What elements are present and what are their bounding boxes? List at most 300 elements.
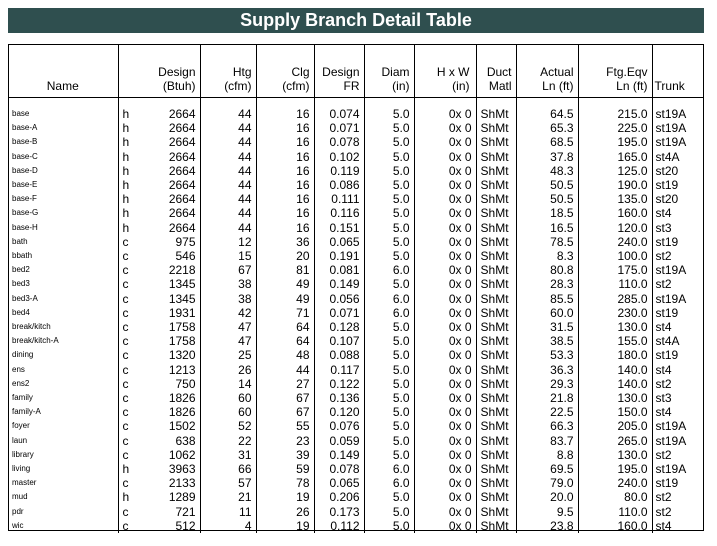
cell-hc: c bbox=[118, 419, 140, 433]
cell-actual: 65.3 bbox=[516, 121, 578, 135]
cell-name: base-B bbox=[12, 137, 38, 147]
cell-diam: 5.0 bbox=[364, 178, 414, 192]
cell-design: 638 bbox=[175, 433, 196, 448]
cell-ftg: 160.0 bbox=[578, 519, 652, 533]
cell-ftg: 125.0 bbox=[578, 164, 652, 178]
cell-ftg: 215.0 bbox=[578, 107, 652, 121]
cell-htg: 44 bbox=[200, 107, 256, 121]
cell-duct: ShMt bbox=[476, 405, 516, 419]
cell-actual: 50.5 bbox=[516, 192, 578, 206]
cell-duct: ShMt bbox=[476, 476, 516, 490]
cell-clg: 19 bbox=[256, 519, 314, 533]
cell-trunk: st4 bbox=[652, 405, 704, 419]
cell-clg: 20 bbox=[256, 249, 314, 263]
cell-trunk: st19A bbox=[652, 419, 704, 433]
cell-clg: 81 bbox=[256, 263, 314, 277]
cell-fr: 0.056 bbox=[314, 292, 364, 306]
cell-duct: ShMt bbox=[476, 448, 516, 462]
cell-clg: 49 bbox=[256, 292, 314, 306]
cell-actual: 16.5 bbox=[516, 221, 578, 235]
cell-fr: 0.122 bbox=[314, 377, 364, 391]
cell-ftg: 135.0 bbox=[578, 192, 652, 206]
cell-diam: 5.0 bbox=[364, 391, 414, 405]
cell-htg: 60 bbox=[200, 405, 256, 419]
col-header-actual: Actual Ln (ft) bbox=[516, 44, 578, 98]
cell-actual: 37.8 bbox=[516, 150, 578, 164]
cell-actual: 69.5 bbox=[516, 462, 578, 476]
cell-duct: ShMt bbox=[476, 164, 516, 178]
cell-name: ens2 bbox=[12, 378, 30, 388]
cell-fr: 0.206 bbox=[314, 490, 364, 504]
cell-trunk: st20 bbox=[652, 192, 704, 206]
cell-clg: 67 bbox=[256, 391, 314, 405]
cell-duct: ShMt bbox=[476, 235, 516, 249]
cell-hxw: 0x 0 bbox=[414, 150, 476, 164]
cell-name: family-A bbox=[12, 407, 41, 417]
col-header-htg: Htg (cfm) bbox=[200, 44, 256, 98]
cell-name: base-E bbox=[12, 180, 38, 190]
cell-hc: c bbox=[118, 249, 140, 263]
cell-htg: 12 bbox=[200, 235, 256, 249]
cell-clg: 16 bbox=[256, 206, 314, 220]
cell-diam: 6.0 bbox=[364, 263, 414, 277]
cell-trunk: st19A bbox=[652, 121, 704, 135]
cell-ftg: 265.0 bbox=[578, 434, 652, 448]
cell-name: base bbox=[12, 109, 30, 118]
cell-duct: ShMt bbox=[476, 150, 516, 164]
cell-hxw: 0x 0 bbox=[414, 178, 476, 192]
cell-hc: c bbox=[118, 363, 140, 377]
cell-duct: ShMt bbox=[476, 178, 516, 192]
cell-hxw: 0x 0 bbox=[414, 334, 476, 348]
cell-name: break/kitch-A bbox=[12, 336, 59, 346]
cell-hxw: 0x 0 bbox=[414, 263, 476, 277]
cell-clg: 23 bbox=[256, 434, 314, 448]
cell-design: 1826 bbox=[168, 391, 196, 406]
cell-hxw: 0x 0 bbox=[414, 363, 476, 377]
cell-clg: 59 bbox=[256, 462, 314, 476]
cell-name: bed4 bbox=[12, 307, 30, 317]
cell-htg: 31 bbox=[200, 448, 256, 462]
cell-diam: 5.0 bbox=[364, 363, 414, 377]
cell-htg: 44 bbox=[200, 164, 256, 178]
cell-fr: 0.065 bbox=[314, 476, 364, 490]
cell-hc: c bbox=[118, 519, 140, 533]
cell-duct: ShMt bbox=[476, 206, 516, 220]
cell-hxw: 0x 0 bbox=[414, 235, 476, 249]
cell-htg: 38 bbox=[200, 292, 256, 306]
cell-diam: 5.0 bbox=[364, 121, 414, 135]
cell-duct: ShMt bbox=[476, 348, 516, 362]
cell-ftg: 195.0 bbox=[578, 135, 652, 149]
cell-trunk: st19 bbox=[652, 476, 704, 490]
cell-htg: 14 bbox=[200, 377, 256, 391]
cell-duct: ShMt bbox=[476, 377, 516, 391]
cell-diam: 6.0 bbox=[364, 292, 414, 306]
cell-ftg: 240.0 bbox=[578, 235, 652, 249]
cell-trunk: st4 bbox=[652, 320, 704, 334]
cell-hc: c bbox=[118, 391, 140, 405]
cell-name: ens bbox=[12, 364, 25, 374]
cell-hc: c bbox=[118, 505, 140, 519]
cell-hxw: 0x 0 bbox=[414, 206, 476, 220]
cell-duct: ShMt bbox=[476, 135, 516, 149]
cell-diam: 5.0 bbox=[364, 135, 414, 149]
cell-actual: 64.5 bbox=[516, 107, 578, 121]
cell-ftg: 285.0 bbox=[578, 292, 652, 306]
cell-diam: 5.0 bbox=[364, 249, 414, 263]
cell-ftg: 120.0 bbox=[578, 221, 652, 235]
cell-trunk: st2 bbox=[652, 377, 704, 391]
cell-trunk: st2 bbox=[652, 277, 704, 291]
cell-clg: 16 bbox=[256, 150, 314, 164]
cell-hxw: 0x 0 bbox=[414, 448, 476, 462]
cell-htg: 42 bbox=[200, 306, 256, 320]
cell-htg: 44 bbox=[200, 150, 256, 164]
cell-diam: 5.0 bbox=[364, 377, 414, 391]
cell-diam: 5.0 bbox=[364, 206, 414, 220]
cell-actual: 83.7 bbox=[516, 434, 578, 448]
cell-hc: c bbox=[118, 348, 140, 362]
cell-htg: 44 bbox=[200, 206, 256, 220]
cell-trunk: st19A bbox=[652, 434, 704, 448]
cell-actual: 29.3 bbox=[516, 377, 578, 391]
cell-diam: 5.0 bbox=[364, 448, 414, 462]
cell-diam: 5.0 bbox=[364, 505, 414, 519]
cell-hc: c bbox=[118, 306, 140, 320]
cell-htg: 52 bbox=[200, 419, 256, 433]
cell-design: 2664 bbox=[168, 178, 196, 193]
cell-hxw: 0x 0 bbox=[414, 221, 476, 235]
cell-fr: 0.059 bbox=[314, 434, 364, 448]
cell-actual: 85.5 bbox=[516, 292, 578, 306]
cell-duct: ShMt bbox=[476, 419, 516, 433]
cell-duct: ShMt bbox=[476, 107, 516, 121]
cell-hxw: 0x 0 bbox=[414, 107, 476, 121]
cell-clg: 64 bbox=[256, 320, 314, 334]
cell-ftg: 180.0 bbox=[578, 348, 652, 362]
cell-hc: h bbox=[118, 107, 140, 121]
cell-fr: 0.081 bbox=[314, 263, 364, 277]
cell-fr: 0.074 bbox=[314, 107, 364, 121]
cell-clg: 16 bbox=[256, 121, 314, 135]
cell-name: bbath bbox=[12, 251, 33, 261]
cell-hxw: 0x 0 bbox=[414, 292, 476, 306]
cell-fr: 0.149 bbox=[314, 277, 364, 291]
cell-ftg: 175.0 bbox=[578, 263, 652, 277]
cell-htg: 57 bbox=[200, 476, 256, 490]
cell-name: laun bbox=[12, 435, 28, 445]
cell-actual: 36.3 bbox=[516, 363, 578, 377]
cell-fr: 0.071 bbox=[314, 121, 364, 135]
cell-name: bed2 bbox=[12, 265, 30, 275]
cell-ftg: 130.0 bbox=[578, 391, 652, 405]
cell-actual: 80.8 bbox=[516, 263, 578, 277]
cell-design: 1345 bbox=[168, 277, 196, 292]
cell-fr: 0.107 bbox=[314, 334, 364, 348]
cell-actual: 20.0 bbox=[516, 490, 578, 504]
cell-design: 975 bbox=[175, 234, 196, 249]
cell-design: 1213 bbox=[168, 362, 196, 377]
cell-hxw: 0x 0 bbox=[414, 135, 476, 149]
cell-actual: 22.5 bbox=[516, 405, 578, 419]
cell-trunk: st19 bbox=[652, 306, 704, 320]
cell-hxw: 0x 0 bbox=[414, 164, 476, 178]
cell-hc: h bbox=[118, 490, 140, 504]
cell-design: 1345 bbox=[168, 291, 196, 306]
cell-clg: 16 bbox=[256, 178, 314, 192]
cell-clg: 48 bbox=[256, 348, 314, 362]
cell-design: 512 bbox=[175, 518, 196, 533]
cell-clg: 16 bbox=[256, 164, 314, 178]
cell-design: 1289 bbox=[168, 490, 196, 505]
cell-actual: 48.3 bbox=[516, 164, 578, 178]
cell-htg: 26 bbox=[200, 363, 256, 377]
cell-diam: 5.0 bbox=[364, 277, 414, 291]
cell-duct: ShMt bbox=[476, 292, 516, 306]
cell-actual: 68.5 bbox=[516, 135, 578, 149]
cell-name: bed3 bbox=[12, 279, 30, 289]
cell-ftg: 80.0 bbox=[578, 490, 652, 504]
cell-fr: 0.071 bbox=[314, 306, 364, 320]
cell-htg: 44 bbox=[200, 121, 256, 135]
cell-hc: c bbox=[118, 235, 140, 249]
cell-actual: 8.3 bbox=[516, 249, 578, 263]
cell-clg: 71 bbox=[256, 306, 314, 320]
cell-htg: 47 bbox=[200, 320, 256, 334]
cell-fr: 0.119 bbox=[314, 164, 364, 178]
cell-ftg: 195.0 bbox=[578, 462, 652, 476]
cell-diam: 6.0 bbox=[364, 476, 414, 490]
cell-name: living bbox=[12, 464, 31, 474]
cell-hc: h bbox=[118, 192, 140, 206]
cell-clg: 78 bbox=[256, 476, 314, 490]
cell-hc: c bbox=[118, 377, 140, 391]
cell-name: base-A bbox=[12, 123, 38, 133]
cell-diam: 6.0 bbox=[364, 306, 414, 320]
cell-design: 2664 bbox=[168, 192, 196, 207]
cell-ftg: 190.0 bbox=[578, 178, 652, 192]
cell-design: 546 bbox=[175, 249, 196, 264]
cell-duct: ShMt bbox=[476, 320, 516, 334]
cell-ftg: 140.0 bbox=[578, 377, 652, 391]
cell-diam: 5.0 bbox=[364, 192, 414, 206]
cell-htg: 21 bbox=[200, 490, 256, 504]
cell-ftg: 165.0 bbox=[578, 150, 652, 164]
cell-design: 1931 bbox=[168, 305, 196, 320]
col-header-ftg: Ftg.Eqv Ln (ft) bbox=[578, 44, 652, 98]
cell-hxw: 0x 0 bbox=[414, 405, 476, 419]
cell-hc: c bbox=[118, 434, 140, 448]
cell-hc: c bbox=[118, 334, 140, 348]
cell-clg: 16 bbox=[256, 221, 314, 235]
cell-trunk: st4A bbox=[652, 150, 704, 164]
cell-hxw: 0x 0 bbox=[414, 519, 476, 533]
cell-actual: 38.5 bbox=[516, 334, 578, 348]
cell-hxw: 0x 0 bbox=[414, 306, 476, 320]
cell-design: 1758 bbox=[168, 334, 196, 349]
col-header-fr: Design FR bbox=[314, 44, 364, 98]
cell-fr: 0.191 bbox=[314, 249, 364, 263]
cell-name: mud bbox=[12, 492, 28, 502]
cell-diam: 5.0 bbox=[364, 490, 414, 504]
cell-htg: 4 bbox=[200, 519, 256, 533]
cell-diam: 5.0 bbox=[364, 107, 414, 121]
cell-trunk: st4 bbox=[652, 206, 704, 220]
cell-hxw: 0x 0 bbox=[414, 377, 476, 391]
cell-htg: 66 bbox=[200, 462, 256, 476]
cell-hxw: 0x 0 bbox=[414, 476, 476, 490]
cell-htg: 22 bbox=[200, 434, 256, 448]
cell-diam: 6.0 bbox=[364, 462, 414, 476]
cell-htg: 44 bbox=[200, 192, 256, 206]
cell-fr: 0.088 bbox=[314, 348, 364, 362]
cell-trunk: st4 bbox=[652, 363, 704, 377]
cell-diam: 5.0 bbox=[364, 150, 414, 164]
cell-hxw: 0x 0 bbox=[414, 192, 476, 206]
cell-hxw: 0x 0 bbox=[414, 462, 476, 476]
cell-clg: 26 bbox=[256, 505, 314, 519]
cell-hxw: 0x 0 bbox=[414, 277, 476, 291]
cell-diam: 5.0 bbox=[364, 164, 414, 178]
cell-clg: 64 bbox=[256, 334, 314, 348]
cell-clg: 49 bbox=[256, 277, 314, 291]
cell-trunk: st19 bbox=[652, 178, 704, 192]
table-frame bbox=[8, 44, 704, 531]
col-header-hxw: H x W (in) bbox=[414, 44, 476, 98]
cell-diam: 5.0 bbox=[364, 320, 414, 334]
cell-htg: 11 bbox=[200, 505, 256, 519]
cell-name: base-G bbox=[12, 208, 39, 218]
cell-name: bath bbox=[12, 236, 28, 246]
cell-ftg: 150.0 bbox=[578, 405, 652, 419]
cell-hxw: 0x 0 bbox=[414, 391, 476, 405]
cell-hc: h bbox=[118, 164, 140, 178]
cell-fr: 0.112 bbox=[314, 519, 364, 533]
cell-ftg: 130.0 bbox=[578, 320, 652, 334]
cell-hc: c bbox=[118, 320, 140, 334]
cell-fr: 0.078 bbox=[314, 462, 364, 476]
cell-design: 2664 bbox=[168, 149, 196, 164]
cell-actual: 60.0 bbox=[516, 306, 578, 320]
cell-hc: c bbox=[118, 405, 140, 419]
cell-fr: 0.136 bbox=[314, 391, 364, 405]
cell-fr: 0.076 bbox=[314, 419, 364, 433]
cell-diam: 5.0 bbox=[364, 334, 414, 348]
cell-name: base-C bbox=[12, 151, 38, 161]
cell-fr: 0.086 bbox=[314, 178, 364, 192]
page-title: Supply Branch Detail Table bbox=[8, 8, 704, 33]
cell-design: 2664 bbox=[168, 163, 196, 178]
cell-htg: 25 bbox=[200, 348, 256, 362]
cell-clg: 16 bbox=[256, 135, 314, 149]
cell-diam: 5.0 bbox=[364, 348, 414, 362]
cell-ftg: 205.0 bbox=[578, 419, 652, 433]
cell-name: base-D bbox=[12, 165, 38, 175]
cell-htg: 38 bbox=[200, 277, 256, 291]
cell-actual: 78.5 bbox=[516, 235, 578, 249]
cell-hc: c bbox=[118, 263, 140, 277]
cell-actual: 50.5 bbox=[516, 178, 578, 192]
cell-actual: 66.3 bbox=[516, 419, 578, 433]
cell-design: 2664 bbox=[168, 220, 196, 235]
cell-hc: h bbox=[118, 135, 140, 149]
cell-hc: h bbox=[118, 150, 140, 164]
cell-duct: ShMt bbox=[476, 277, 516, 291]
cell-actual: 21.8 bbox=[516, 391, 578, 405]
cell-design: 2218 bbox=[168, 263, 196, 278]
cell-hc: h bbox=[118, 206, 140, 220]
cell-ftg: 225.0 bbox=[578, 121, 652, 135]
cell-design: 2664 bbox=[168, 135, 196, 150]
cell-diam: 5.0 bbox=[364, 519, 414, 533]
cell-trunk: st4 bbox=[652, 519, 704, 533]
cell-actual: 79.0 bbox=[516, 476, 578, 490]
cell-ftg: 130.0 bbox=[578, 448, 652, 462]
cell-design: 2133 bbox=[168, 476, 196, 491]
cell-actual: 9.5 bbox=[516, 505, 578, 519]
cell-duct: ShMt bbox=[476, 391, 516, 405]
cell-htg: 15 bbox=[200, 249, 256, 263]
cell-duct: ShMt bbox=[476, 334, 516, 348]
cell-duct: ShMt bbox=[476, 306, 516, 320]
cell-htg: 44 bbox=[200, 221, 256, 235]
cell-clg: 16 bbox=[256, 107, 314, 121]
cell-duct: ShMt bbox=[476, 505, 516, 519]
cell-hc: c bbox=[118, 292, 140, 306]
cell-htg: 67 bbox=[200, 263, 256, 277]
cell-diam: 5.0 bbox=[364, 405, 414, 419]
cell-hc: h bbox=[118, 178, 140, 192]
cell-design: 2664 bbox=[168, 107, 196, 121]
cell-duct: ShMt bbox=[476, 221, 516, 235]
cell-trunk: st19A bbox=[652, 263, 704, 277]
cell-trunk: st19A bbox=[652, 107, 704, 121]
cell-name: break/kitch bbox=[12, 322, 51, 332]
cell-name: base-F bbox=[12, 194, 37, 204]
col-header-name: Name bbox=[8, 44, 118, 98]
cell-hxw: 0x 0 bbox=[414, 249, 476, 263]
cell-ftg: 140.0 bbox=[578, 363, 652, 377]
cell-hc: c bbox=[118, 448, 140, 462]
cell-trunk: st2 bbox=[652, 448, 704, 462]
cell-name: wic bbox=[12, 520, 24, 530]
cell-hxw: 0x 0 bbox=[414, 419, 476, 433]
cell-hxw: 0x 0 bbox=[414, 320, 476, 334]
cell-trunk: st19A bbox=[652, 462, 704, 476]
cell-design: 750 bbox=[175, 376, 196, 391]
cell-fr: 0.128 bbox=[314, 320, 364, 334]
cell-name: foyer bbox=[12, 421, 30, 431]
cell-trunk: st2 bbox=[652, 490, 704, 504]
col-header-clg: Clg (cfm) bbox=[256, 44, 314, 98]
cell-fr: 0.116 bbox=[314, 206, 364, 220]
cell-fr: 0.102 bbox=[314, 150, 364, 164]
cell-ftg: 240.0 bbox=[578, 476, 652, 490]
cell-duct: ShMt bbox=[476, 192, 516, 206]
cell-fr: 0.078 bbox=[314, 135, 364, 149]
cell-duct: ShMt bbox=[476, 490, 516, 504]
cell-trunk: st20 bbox=[652, 164, 704, 178]
cell-design: 1320 bbox=[168, 348, 196, 363]
cell-hc: c bbox=[118, 277, 140, 291]
cell-ftg: 230.0 bbox=[578, 306, 652, 320]
cell-htg: 44 bbox=[200, 135, 256, 149]
cell-duct: ShMt bbox=[476, 519, 516, 533]
cell-trunk: st19A bbox=[652, 135, 704, 149]
cell-fr: 0.173 bbox=[314, 505, 364, 519]
cell-name: dining bbox=[12, 350, 34, 360]
